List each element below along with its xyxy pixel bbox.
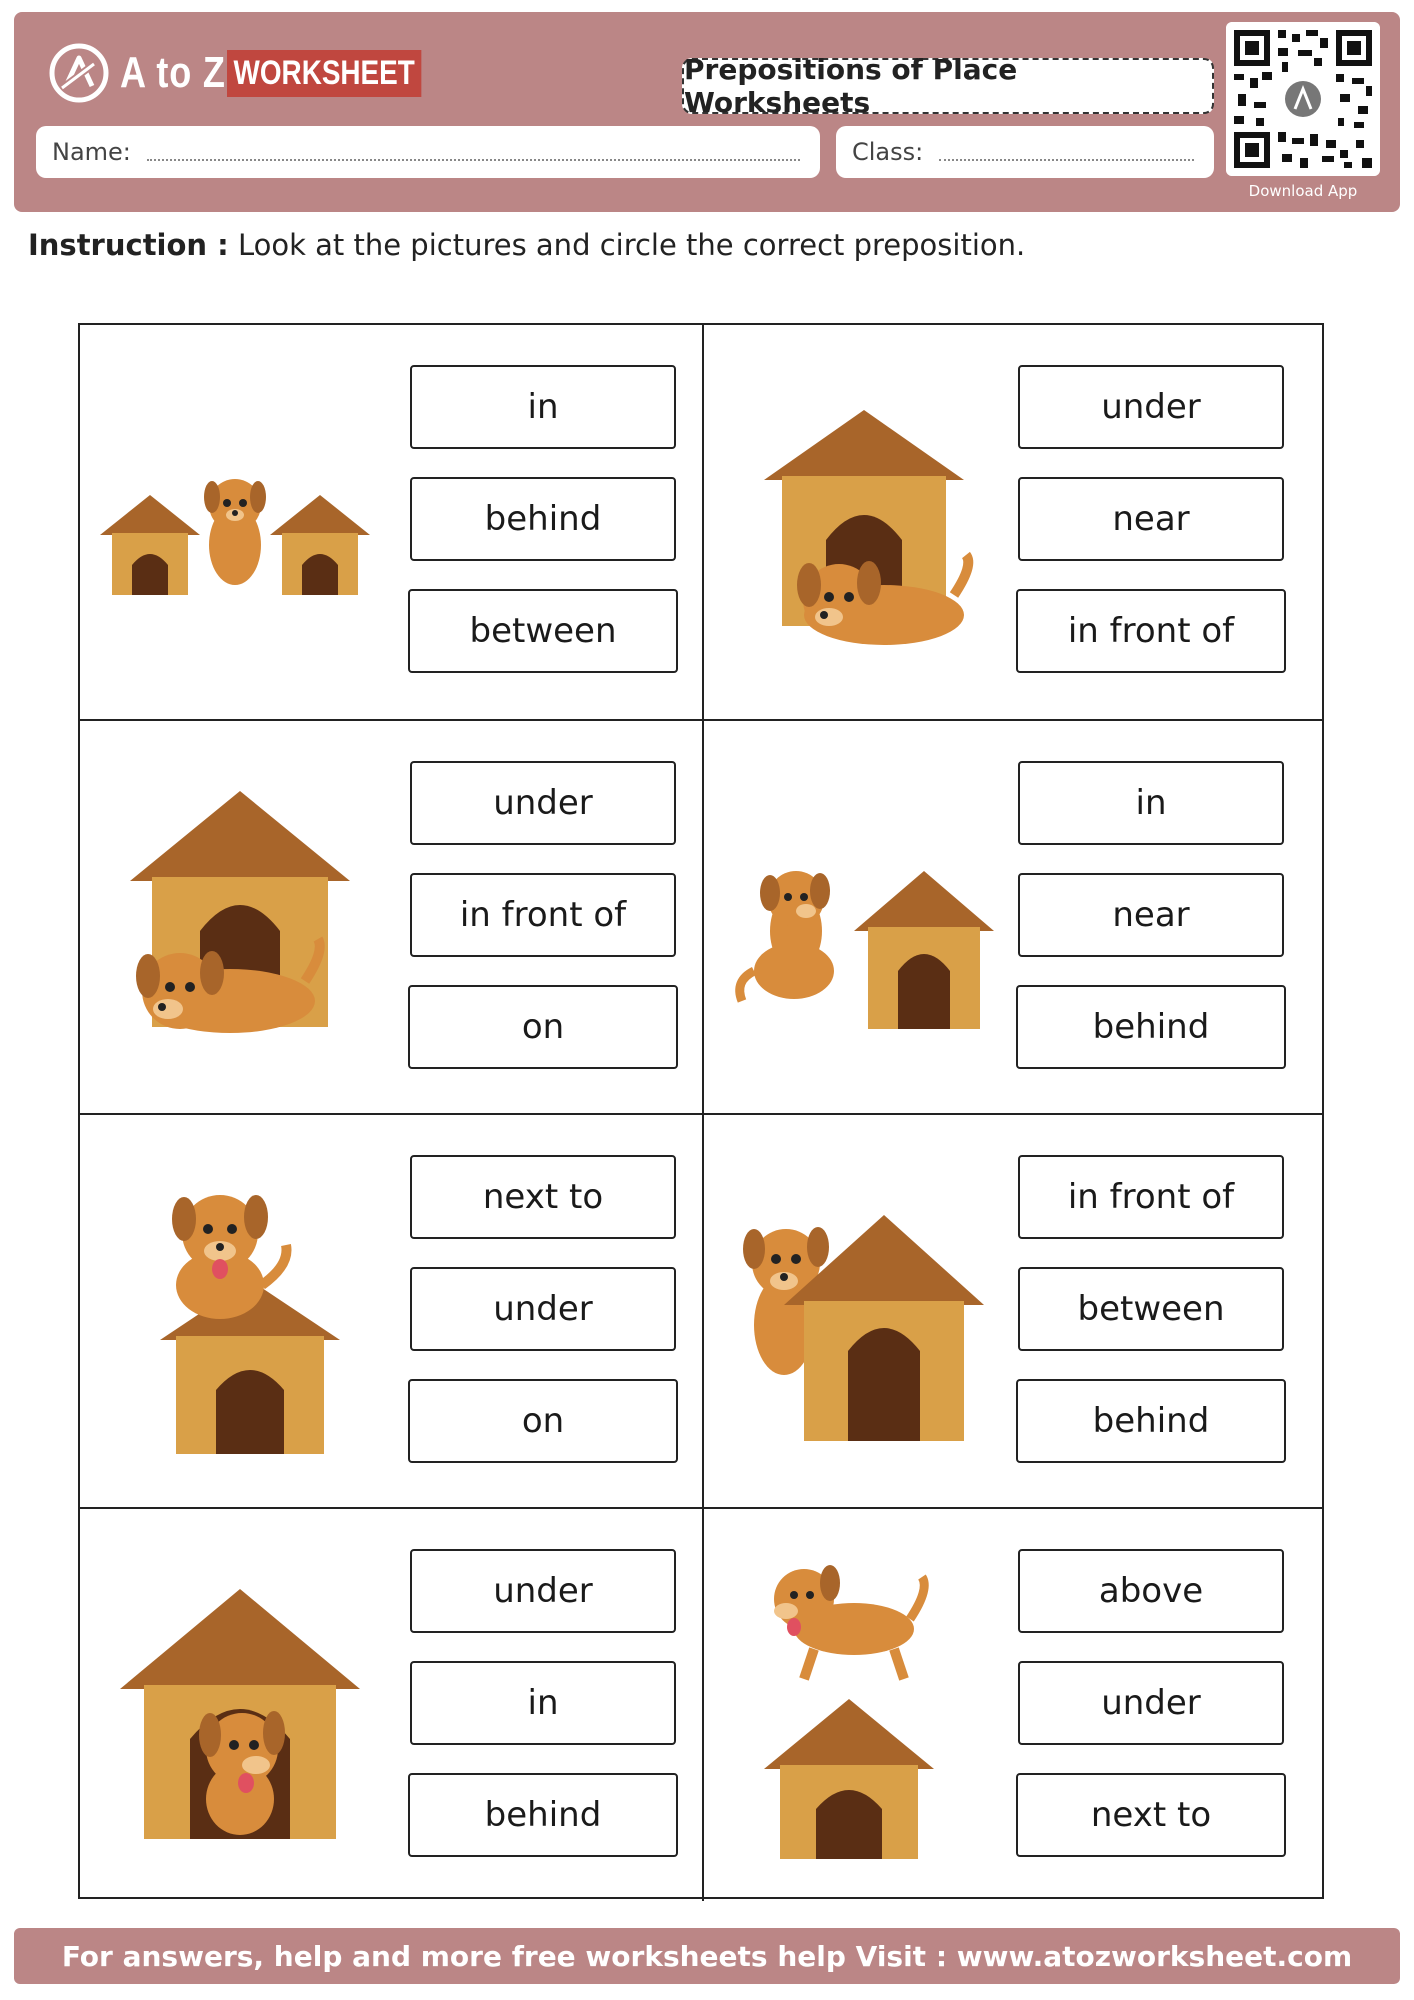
- question-cell: [702, 1113, 1324, 1507]
- class-line[interactable]: [939, 143, 1194, 161]
- option-button[interactable]: behind: [1016, 985, 1286, 1069]
- option-button[interactable]: between: [1018, 1267, 1284, 1351]
- option-button[interactable]: under: [410, 1267, 676, 1351]
- option-button[interactable]: in: [410, 365, 676, 449]
- question-cell: [702, 719, 1324, 1113]
- qr-code-icon[interactable]: [1226, 22, 1380, 176]
- option-button[interactable]: between: [408, 589, 678, 673]
- logo-icon: [48, 42, 110, 104]
- option-button[interactable]: near: [1018, 477, 1284, 561]
- option-button[interactable]: under: [1018, 1661, 1284, 1745]
- dog-in-house-picture: [90, 1549, 380, 1859]
- option-button[interactable]: on: [408, 985, 678, 1069]
- question-cell: [702, 325, 1324, 719]
- option-button[interactable]: near: [1018, 873, 1284, 957]
- option-button[interactable]: in: [410, 1661, 676, 1745]
- worksheet-header: [14, 12, 1400, 212]
- option-button[interactable]: next to: [1016, 1773, 1286, 1857]
- option-button[interactable]: next to: [410, 1155, 676, 1239]
- dog-in-front-of-house-picture: [714, 365, 1004, 675]
- logo-text: A to Z: [120, 48, 226, 97]
- question-cell: [80, 719, 702, 1113]
- question-cell: [80, 1507, 702, 1901]
- question-cell: [702, 1507, 1324, 1901]
- question-cell: [80, 1113, 702, 1507]
- footer-text: For answers, help and more free worksheets help Visit : www.atozworksheet.com: [61, 1939, 1353, 1973]
- option-button[interactable]: under: [1018, 365, 1284, 449]
- worksheet-title: Prepositions of Place Worksheets: [682, 58, 1214, 114]
- name-label: Name:: [52, 138, 131, 166]
- instruction-label: Instruction :: [28, 228, 229, 262]
- option-button[interactable]: on: [408, 1379, 678, 1463]
- question-cell: [80, 325, 702, 719]
- dog-above-house-picture: [714, 1549, 1004, 1859]
- dog-near-house-picture: [714, 761, 1004, 1071]
- option-button[interactable]: above: [1018, 1549, 1284, 1633]
- instruction: [28, 228, 1025, 262]
- option-button[interactable]: in front of: [410, 873, 676, 957]
- logo-badge: WORKSHEET: [227, 50, 421, 97]
- option-button[interactable]: under: [410, 1549, 676, 1633]
- class-field[interactable]: [836, 126, 1214, 178]
- dog-on-house-picture: [90, 1155, 380, 1465]
- footer-banner[interactable]: [14, 1928, 1400, 1984]
- dog-in-front-of-house-picture: [90, 761, 380, 1071]
- option-button[interactable]: behind: [410, 477, 676, 561]
- instruction-text: Look at the pictures and circle the correct preposition.: [237, 228, 1026, 262]
- name-field[interactable]: [36, 126, 820, 178]
- option-button[interactable]: in front of: [1016, 589, 1286, 673]
- option-button[interactable]: in: [1018, 761, 1284, 845]
- option-button[interactable]: behind: [408, 1773, 678, 1857]
- question-grid: [78, 323, 1324, 1899]
- dog-between-houses-picture: [90, 365, 380, 675]
- dog-behind-house-picture: [714, 1155, 1004, 1465]
- option-button[interactable]: behind: [1016, 1379, 1286, 1463]
- qr-caption: Download App: [1248, 182, 1358, 200]
- option-button[interactable]: under: [410, 761, 676, 845]
- option-button[interactable]: in front of: [1018, 1155, 1284, 1239]
- name-line[interactable]: [147, 143, 800, 161]
- class-label: Class:: [852, 138, 924, 166]
- site-logo[interactable]: [48, 42, 464, 104]
